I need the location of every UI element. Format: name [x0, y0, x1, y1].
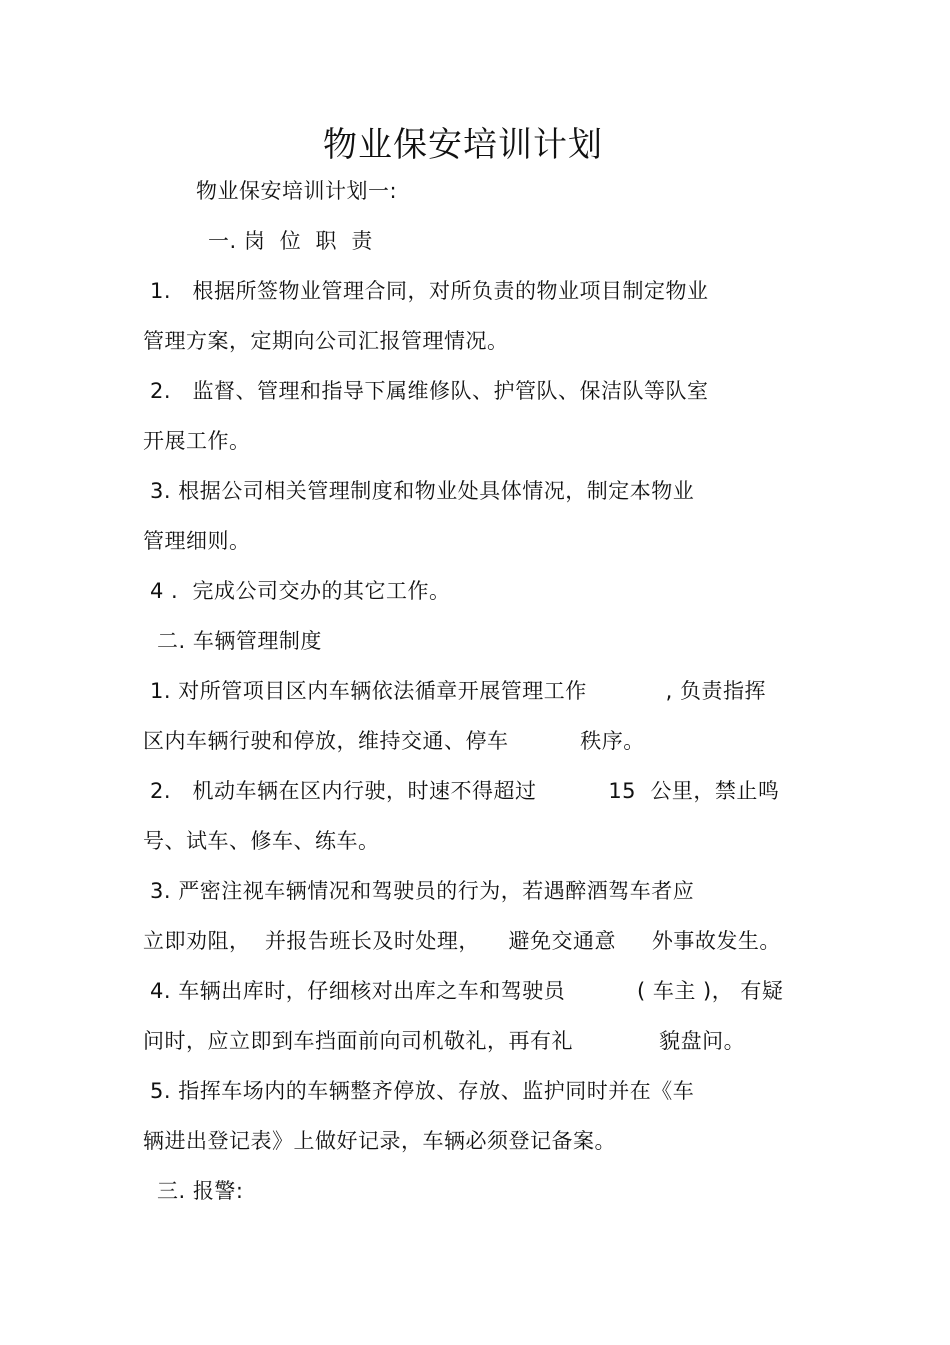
paragraph-line: 号、试车、修车、练车。 — [143, 829, 380, 853]
paragraph-line: 1. 根据所签物业管理合同，对所负责的物业项目制定物业 — [150, 279, 709, 303]
paragraph-line: 2. 监督、管理和指导下属维修队、护管队、保洁队等队室 — [150, 379, 709, 403]
paragraph-line: 区内车辆行驶和停放，维持交通、停车 秩序。 — [143, 729, 645, 753]
paragraph-line: 5. 指挥车场内的车辆整齐停放、存放、监护同时并在《车 — [150, 1079, 695, 1103]
paragraph-line: 2. 机动车辆在区内行驶，时速不得超过 15 公里，禁止鸣 — [150, 779, 780, 803]
section-intro: 物业保安培训计划一: — [196, 179, 398, 203]
paragraph-line: 4. 车辆出库时，仔细核对出库之车和驾驶员 ( 车主 )， 有疑 — [150, 979, 784, 1003]
section-heading-vehicle: 二. 车辆管理制度 — [157, 629, 322, 653]
paragraph-line: 立即劝阻， 并报告班长及时处理， 避免交通意 外事故发生。 — [143, 929, 781, 953]
paragraph-line: 开展工作。 — [143, 429, 251, 453]
paragraph-line: 3. 根据公司相关管理制度和物业处具体情况，制定本物业 — [150, 479, 695, 503]
section-heading-alarm: 三. 报警: — [157, 1179, 244, 1203]
paragraph-line: 问时，应立即到车挡面前向司机敬礼，再有礼 貌盘问。 — [143, 1029, 746, 1053]
paragraph-line: 4 . 完成公司交办的其它工作。 — [150, 579, 451, 603]
paragraph-line: 3. 严密注视车辆情况和驾驶员的行为，若遇醉酒驾车者应 — [150, 879, 695, 903]
paragraph-line: 辆进出登记表》上做好记录，车辆必须登记备案。 — [143, 1129, 616, 1153]
document-title: 物业保安培训计划 — [323, 125, 603, 165]
paragraph-line: 管理细则。 — [143, 529, 251, 553]
paragraph-line: 管理方案，定期向公司汇报管理情况。 — [143, 329, 509, 353]
paragraph-line: 1. 对所管项目区内车辆依法循章开展管理工作 , 负责指挥 — [150, 679, 766, 703]
section-heading-duties: 一. 岗 位 职 责 — [208, 229, 373, 253]
